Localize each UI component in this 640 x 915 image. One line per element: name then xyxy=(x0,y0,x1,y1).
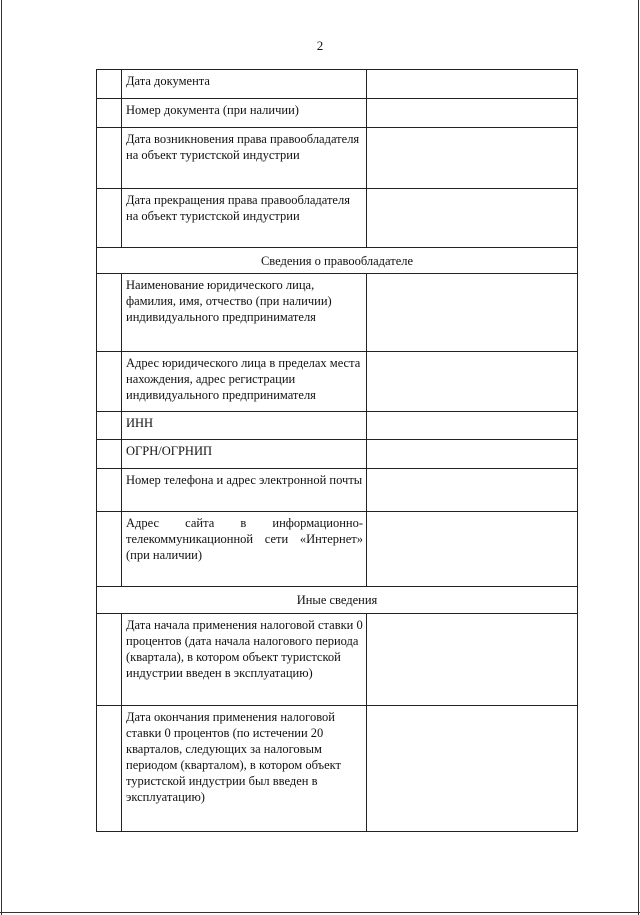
section-header-row xyxy=(97,587,578,614)
field-value xyxy=(367,706,578,832)
table-row xyxy=(97,352,578,412)
field-value xyxy=(367,412,578,440)
row-number-cell xyxy=(97,128,122,189)
field-label: Дата прекращения права правообладателя на объект туристской индустрии xyxy=(122,189,367,248)
field-label: ОГРН/ОГРНИП xyxy=(122,440,367,469)
row-number-cell xyxy=(97,469,122,512)
field-label: Наименование юридического лица, фамилия, имя, отчество (при наличии) индивидуального предпринимателя xyxy=(122,274,367,352)
field-value xyxy=(367,274,578,352)
row-number-cell xyxy=(97,440,122,469)
table-row xyxy=(97,128,578,189)
scan-edge-left xyxy=(1,0,2,915)
field-label: Дата документа xyxy=(122,70,367,99)
field-value xyxy=(367,352,578,412)
scan-edge-bottom xyxy=(0,912,640,913)
field-label: Номер документа (при наличии) xyxy=(122,99,367,128)
row-number-cell xyxy=(97,274,122,352)
field-label: Дата окончания применения налоговой ставки 0 процентов (по истечении 20 кварталов, следующих за налоговым периодом (кварталом), в котором объект туристской индустрии был введен в эксплуатацию) xyxy=(122,706,367,832)
table-row xyxy=(97,412,578,440)
field-value xyxy=(367,99,578,128)
scan-edge-right xyxy=(638,0,639,915)
row-number-cell xyxy=(97,189,122,248)
field-value xyxy=(367,614,578,706)
row-number-cell xyxy=(97,99,122,128)
table-row xyxy=(97,440,578,469)
field-label: Дата начала применения налоговой ставки 0 процентов (дата начала налогового периода (квартала), в котором объект туристской индустрии введен в эксплуатацию) xyxy=(122,614,367,706)
section-title: Сведения о правообладателе xyxy=(97,248,578,274)
table-row xyxy=(97,706,578,832)
page-number: 2 xyxy=(316,38,324,53)
field-label: Адрес сайта в информационно-телекоммуникационной сети «Интернет» (при наличии) xyxy=(122,512,367,587)
field-value xyxy=(367,189,578,248)
section-header-row xyxy=(97,248,578,274)
field-value xyxy=(367,512,578,587)
field-value xyxy=(367,440,578,469)
field-label: Адрес юридического лица в пределах места нахождения, адрес регистрации индивидуального предпринимателя xyxy=(122,352,367,412)
row-number-cell xyxy=(97,412,122,440)
field-value xyxy=(367,469,578,512)
form-table xyxy=(96,69,578,832)
row-number-cell xyxy=(97,706,122,832)
section-title: Иные сведения xyxy=(97,587,578,614)
row-number-cell xyxy=(97,70,122,99)
row-number-cell xyxy=(97,512,122,587)
table-row xyxy=(97,614,578,706)
table-row xyxy=(97,70,578,99)
field-value xyxy=(367,70,578,99)
table-row xyxy=(97,274,578,352)
table-row xyxy=(97,99,578,128)
row-number-cell xyxy=(97,352,122,412)
field-label: ИНН xyxy=(122,412,367,440)
row-number-cell xyxy=(97,614,122,706)
field-label: Номер телефона и адрес электронной почты xyxy=(122,469,367,512)
field-value xyxy=(367,128,578,189)
table-row xyxy=(97,469,578,512)
table-row xyxy=(97,189,578,248)
field-label: Дата возникновения права правообладателя на объект туристской индустрии xyxy=(122,128,367,189)
table-row xyxy=(97,512,578,587)
